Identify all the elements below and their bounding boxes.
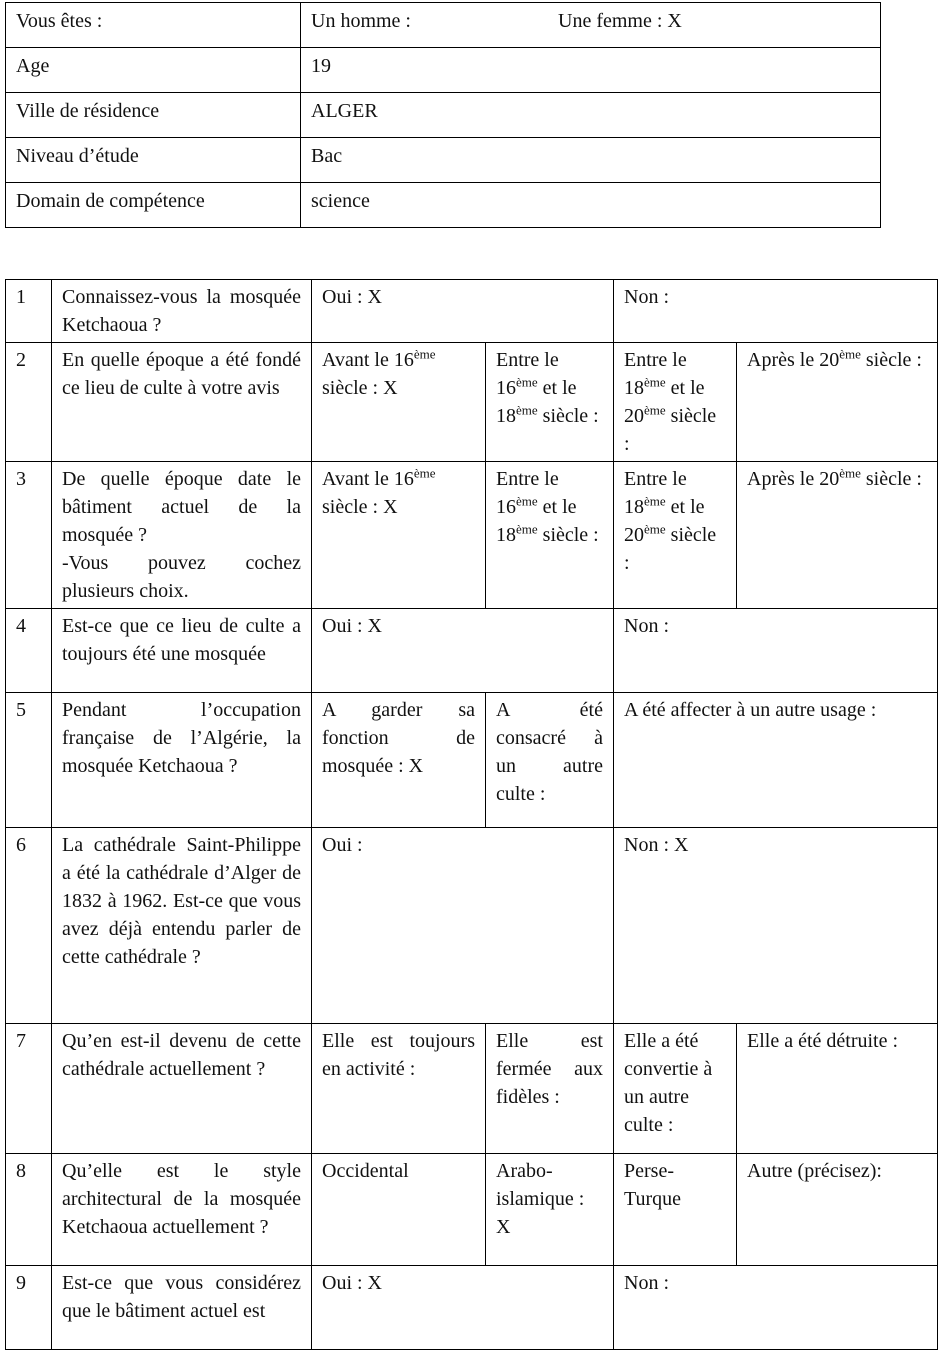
profile-row-education <box>6 138 881 183</box>
profile-row-age <box>6 48 881 93</box>
question-text: La cathédrale Saint-Philippe a été la cathédrale d’Alger de 1832 à 1962. Est-ce que vous avez déjà entendu parler de cette cathédrale ? <box>52 828 312 1024</box>
answer-option: A été affecter à un autre usage : <box>614 693 938 828</box>
profile-label: Domain de compétence <box>6 183 301 228</box>
answer-option: Elle a été convertie à un autre culte : <box>614 1024 737 1154</box>
sex-woman-option: Une femme : X <box>558 10 682 32</box>
profile-row-sex <box>6 3 881 48</box>
question-text: Est-ce que ce lieu de culte a toujours été une mosquée <box>52 609 312 693</box>
profile-value-sex <box>301 3 881 48</box>
question-row-2 <box>6 343 938 462</box>
question-text: Qu’en est-il devenu de cette cathédrale actuellement ? <box>52 1024 312 1154</box>
question-row-9 <box>6 1266 938 1350</box>
question-text: Connaissez-vous la mosquée Ketchaoua ? <box>52 280 312 343</box>
answer-option: Entre le 16ème et le 18ème siècle : <box>486 343 614 462</box>
answer-option: A été consacré à un autre culte : <box>486 693 614 828</box>
question-number: 6 <box>6 828 52 1024</box>
profile-value: Bac <box>301 138 881 183</box>
survey-table <box>5 279 938 1350</box>
question-row-5 <box>6 693 938 828</box>
question-row-6 <box>6 828 938 1024</box>
question-number: 9 <box>6 1266 52 1350</box>
question-number: 4 <box>6 609 52 693</box>
question-row-1 <box>6 280 938 343</box>
question-number: 3 <box>6 462 52 609</box>
question-number: 1 <box>6 280 52 343</box>
answer-option: Entre le 18ème et le 20ème siècle : <box>614 462 737 609</box>
answer-option: Entre le 16ème et le 18ème siècle : <box>486 462 614 609</box>
question-number: 5 <box>6 693 52 828</box>
answer-option: Avant le 16ème siècle : X <box>312 343 486 462</box>
answer-option: Oui : X <box>312 280 614 343</box>
profile-label: Niveau d’étude <box>6 138 301 183</box>
question-text: Qu’elle est le style architectural de la mosquée Ketchaoua actuellement ? <box>52 1154 312 1266</box>
answer-option: Autre (précisez): <box>737 1154 938 1266</box>
answer-option: Elle est fermée aux fidèles : <box>486 1024 614 1154</box>
question-number: 2 <box>6 343 52 462</box>
question-text: Pendant l’occupation française de l’Algérie, la mosquée Ketchaoua ? <box>52 693 312 828</box>
profile-row-city <box>6 93 881 138</box>
sex-man-option: Un homme : <box>311 10 411 32</box>
answer-option: A garder sa fonction de mosquée : X <box>312 693 486 828</box>
answer-option: Après le 20ème siècle : <box>737 343 938 462</box>
question-row-7 <box>6 1024 938 1154</box>
answer-option: Elle a été détruite : <box>737 1024 938 1154</box>
question-number: 7 <box>6 1024 52 1154</box>
question-text: De quelle époque date le bâtiment actuel de la mosquée ? -Vous pouvez cochez plusieurs choix. <box>52 462 312 609</box>
answer-option: Non : <box>614 280 938 343</box>
answer-option: Après le 20ème siècle : <box>737 462 938 609</box>
answer-option: Non : <box>614 1266 938 1350</box>
question-number: 8 <box>6 1154 52 1266</box>
answer-option: Oui : X <box>312 1266 614 1350</box>
profile-value: ALGER <box>301 93 881 138</box>
answer-option: Oui : <box>312 828 614 1024</box>
answer-option: Arabo-islamique : X <box>486 1154 614 1266</box>
answer-option: Avant le 16ème siècle : X <box>312 462 486 609</box>
answer-option: Oui : X <box>312 609 614 693</box>
answer-option: Entre le 18ème et le 20ème siècle : <box>614 343 737 462</box>
question-row-3 <box>6 462 938 609</box>
profile-table <box>5 2 881 228</box>
profile-value: 19 <box>301 48 881 93</box>
profile-label: Age <box>6 48 301 93</box>
profile-label: Ville de résidence <box>6 93 301 138</box>
answer-option: Non : <box>614 609 938 693</box>
question-row-8 <box>6 1154 938 1266</box>
answer-option: Elle est toujours en activité : <box>312 1024 486 1154</box>
answer-option: Occidental <box>312 1154 486 1266</box>
question-text: En quelle époque a été fondé ce lieu de culte à votre avis <box>52 343 312 462</box>
answer-option: Non : X <box>614 828 938 1024</box>
question-text: Est-ce que vous considérez que le bâtiment actuel est <box>52 1266 312 1350</box>
profile-row-field <box>6 183 881 228</box>
profile-label: Vous êtes : <box>6 3 301 48</box>
profile-value: science <box>301 183 881 228</box>
answer-option: Perse-Turque <box>614 1154 737 1266</box>
question-row-4 <box>6 609 938 693</box>
